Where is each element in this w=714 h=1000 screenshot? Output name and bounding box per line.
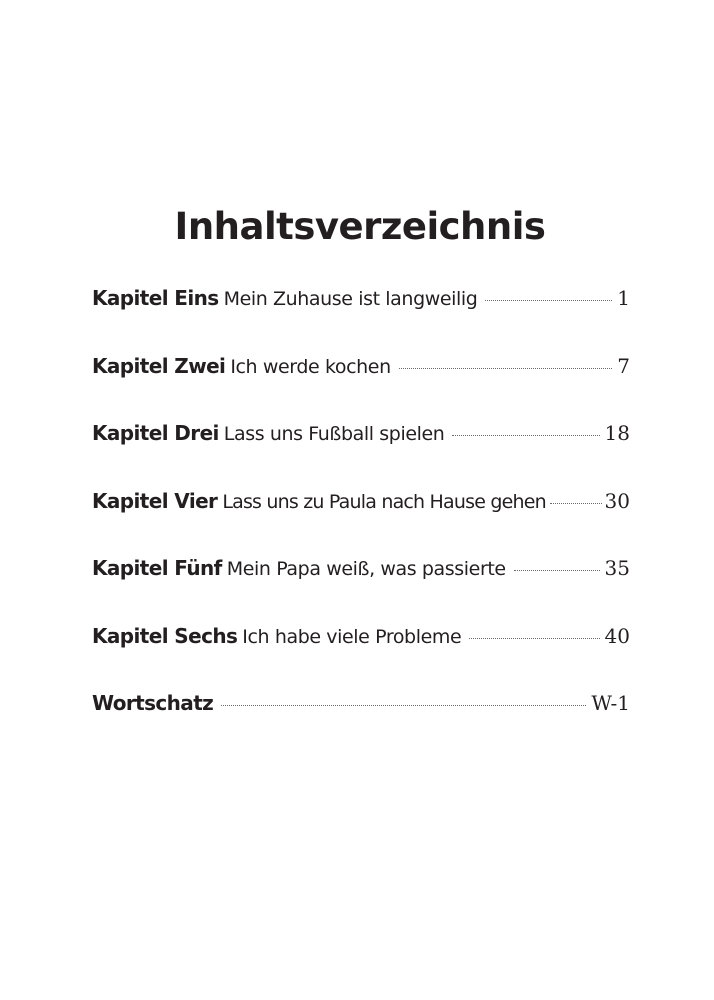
chapter-label: Kapitel Fünf [92,556,222,580]
chapter-label: Kapitel Vier [92,488,218,513]
toc-entry-kapitel-vier[interactable] [92,489,630,557]
page-number: 30 [604,488,630,513]
chapter-title: Lass uns zu Paula nach Hause gehen [222,490,546,513]
dot-leader [221,705,586,706]
dot-leader [514,570,600,571]
chapter-label: Kapitel Zwei [92,353,226,378]
chapter-label: Kapitel Sechs [92,623,238,648]
chapter-title: Ich werde kochen [230,355,391,378]
dot-leader [452,435,599,436]
toc-entry-kapitel-drei[interactable] [92,421,630,489]
dot-leader [550,503,602,504]
toc-entry-kapitel-sechs[interactable] [92,624,630,692]
page-number: 35 [604,556,630,580]
toc-entry-kapitel-eins[interactable] [92,286,630,354]
toc-list [92,286,630,759]
page-number: 7 [617,353,630,378]
toc-entry-wortschatz[interactable] [92,691,630,759]
page-number: 40 [604,623,630,648]
page-number: 1 [617,286,630,310]
chapter-label: Wortschatz [92,691,214,715]
chapter-title: Lass uns Fußball spielen [223,423,445,445]
dot-leader [469,638,599,639]
dot-leader [399,368,613,369]
page-number: 18 [604,421,630,445]
toc-entry-kapitel-zwei[interactable] [92,354,630,422]
chapter-title: Mein Zuhause ist langweilig [223,288,478,310]
chapter-title: Ich habe viele Probleme [242,625,462,648]
dot-leader [485,300,612,301]
page-title: Inhaltsverzeichnis [174,205,546,248]
chapter-label: Kapitel Eins [92,286,219,310]
chapter-label: Kapitel Drei [92,421,219,445]
chapter-title: Mein Papa weiß, was passierte [226,558,506,580]
toc-entry-kapitel-fuenf[interactable] [92,556,630,624]
page-number: W-1 [591,691,630,715]
